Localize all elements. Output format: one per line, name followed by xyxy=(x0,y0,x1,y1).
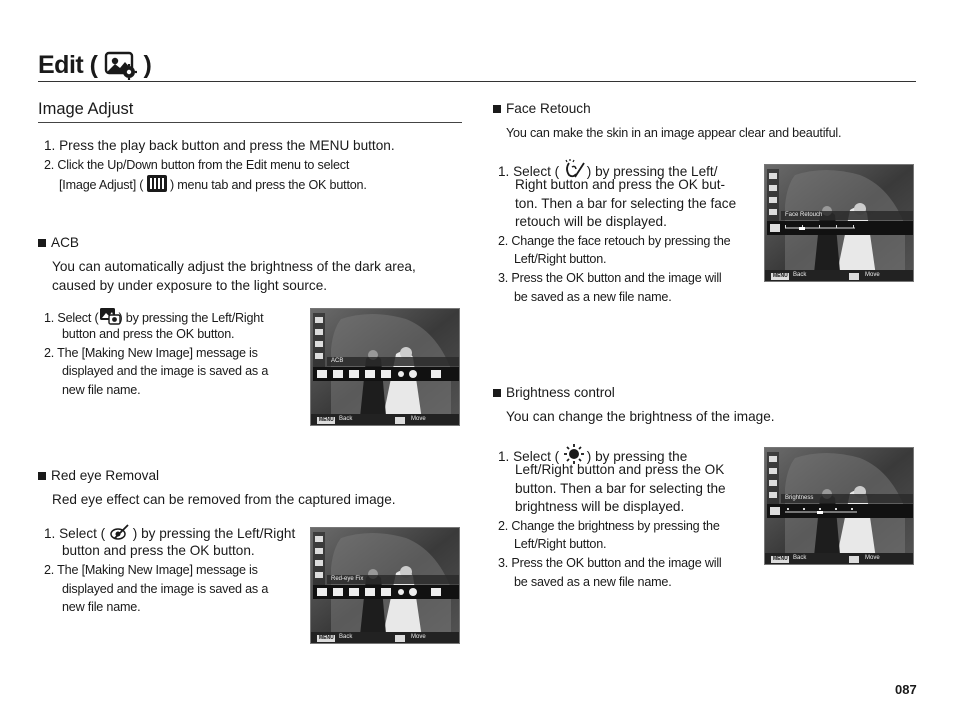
brightness-step1c: button. Then a bar for selecting the xyxy=(515,481,726,496)
face-retouch-step1b: Right button and press the OK but- xyxy=(515,177,726,192)
face-retouch-step2b: Left/Right button. xyxy=(514,252,607,266)
face-retouch-step3a: 3. Press the OK button and the image will xyxy=(498,271,722,285)
brightness-screen-label: Brightness xyxy=(785,495,814,501)
face-retouch-step2a: 2. Change the face retouch by pressing the xyxy=(498,234,731,248)
red-eye-step1b: button and press the OK button. xyxy=(62,543,255,558)
page-title-suffix: ) xyxy=(143,50,152,79)
acb-step2b: displayed and the image is saved as a xyxy=(62,364,269,378)
face-retouch-step1: 1. Select ( ) by pressing the Left/ xyxy=(498,159,718,182)
red-eye-desc: Red eye effect can be removed from the captured image. xyxy=(52,492,396,507)
brightness-step2b: Left/Right button. xyxy=(514,537,607,551)
red-eye-step2a: 2. The [Making New Image] message is xyxy=(44,563,258,577)
face-retouch-step1c: ton. Then a bar for selecting the face xyxy=(515,196,737,211)
brightness-screen-move: Move xyxy=(865,555,880,561)
brightness-desc: You can change the brightness of the image. xyxy=(506,409,775,424)
face-retouch-camera-screen xyxy=(764,164,914,282)
image-adjust-step1: 1. Press the play back button and press the MENU button. xyxy=(44,138,395,153)
acb-step1: 1. Select ( ) by pressing the Left/Right xyxy=(44,307,263,328)
red-eye-screen-move: Move xyxy=(411,634,426,640)
title-rule xyxy=(38,81,916,82)
page-title-prefix: Edit ( xyxy=(38,50,98,79)
acb-camera-screen xyxy=(310,308,460,426)
red-eye-icon xyxy=(109,523,129,541)
brightness-step1d: brightness will be displayed. xyxy=(515,499,685,514)
acb-icon xyxy=(99,307,119,325)
section-heading-red-eye: Red eye Removal xyxy=(38,467,159,486)
acb-screen-label: ACB xyxy=(331,358,344,364)
page-number: 087 xyxy=(895,682,917,697)
acb-screen-back: Back xyxy=(339,416,353,422)
acb-desc-2: caused by under exposure to the light source. xyxy=(52,278,328,293)
image-adjust-step2b: [Image Adjust] ( ) menu tab and press the OK button. xyxy=(59,175,367,195)
brightness-step1b: Left/Right button and press the OK xyxy=(515,462,725,477)
section-heading-brightness: Brightness control xyxy=(493,384,615,403)
brightness-step2a: 2. Change the brightness by pressing the xyxy=(498,519,720,533)
brightness-screen-menu-key: MENU xyxy=(773,556,788,562)
brightness-screen-back: Back xyxy=(793,555,807,561)
face-retouch-icon xyxy=(563,159,583,177)
section-rule xyxy=(38,122,462,123)
red-eye-camera-screen xyxy=(310,527,460,644)
face-retouch-screen-move: Move xyxy=(865,272,880,278)
image-adjust-step2a: 2. Click the Up/Down button from the Edit menu to select xyxy=(44,158,350,172)
red-eye-step2b: displayed and the image is saved as a xyxy=(62,582,269,596)
brightness-step3b: be saved as a new file name. xyxy=(514,575,672,589)
red-eye-step2c: new file name. xyxy=(62,600,141,614)
section-heading-image-adjust: Image Adjust xyxy=(38,100,134,118)
face-retouch-step3b: be saved as a new file name. xyxy=(514,290,672,304)
edit-mode-icon xyxy=(104,50,138,80)
brightness-icon xyxy=(563,444,583,462)
red-eye-screen-label: Red-eye Fix xyxy=(331,576,364,582)
red-eye-screen-menu-key: MENU xyxy=(319,635,334,641)
face-retouch-desc: You can make the skin in an image appear clear and beautiful. xyxy=(506,126,842,140)
red-eye-screen-back: Back xyxy=(339,634,353,640)
acb-screen-menu-key: MENU xyxy=(319,417,334,423)
section-heading-acb: ACB xyxy=(38,234,79,253)
face-retouch-screen-label: Face Retouch xyxy=(785,212,823,218)
acb-step2c: new file name. xyxy=(62,383,141,397)
brightness-step3a: 3. Press the OK button and the image will xyxy=(498,556,722,570)
acb-screen-move: Move xyxy=(411,416,426,422)
page-title xyxy=(38,50,151,80)
image-adjust-tab-icon xyxy=(147,175,167,193)
acb-step1b: button and press the OK button. xyxy=(62,327,235,341)
red-eye-step1: 1. Select ( ) by pressing the Left/Right xyxy=(44,523,295,544)
section-heading-face-retouch: Face Retouch xyxy=(493,100,591,119)
face-retouch-screen-menu-key: MENU xyxy=(773,273,788,279)
brightness-step1: 1. Select ( ) by pressing the xyxy=(498,444,687,467)
face-retouch-screen-back: Back xyxy=(793,272,807,278)
face-retouch-step1d: retouch will be displayed. xyxy=(515,214,667,229)
brightness-camera-screen xyxy=(764,447,914,565)
acb-desc-1: You can automatically adjust the brightness of the dark area, xyxy=(52,259,416,274)
acb-step2a: 2. The [Making New Image] message is xyxy=(44,346,258,360)
